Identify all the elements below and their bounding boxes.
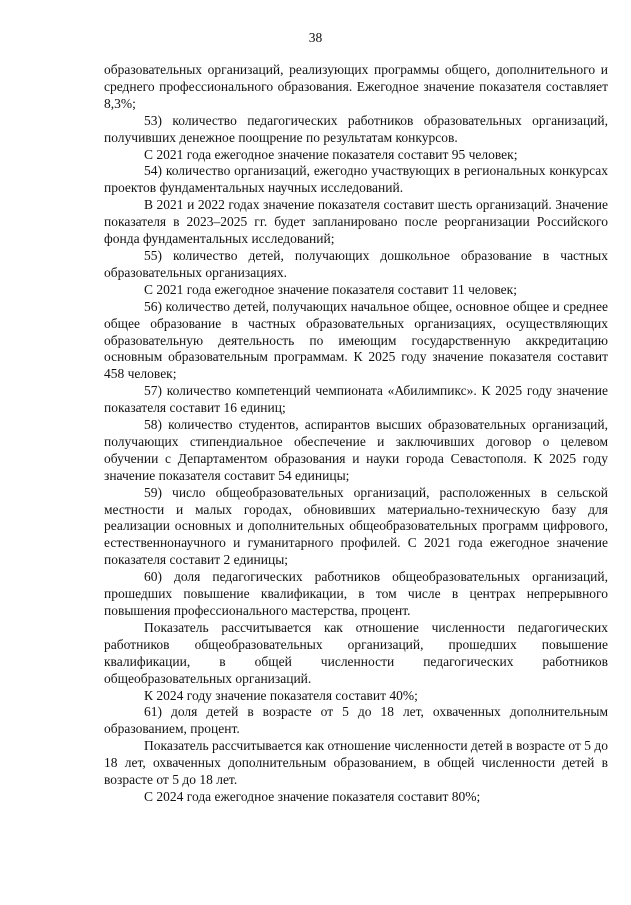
paragraph-item-53: 53) количество педагогических работников образовательных организаций, получивших денежное поощрение по результатам конкурсов. [104, 112, 608, 145]
paragraph-item-54: 54) количество организаций, ежегодно участвующих в региональных конкурсах проектов фундаментальных научных исследований. [104, 163, 608, 196]
paragraph-item-61-method: Показатель рассчитывается как отношение численности детей в возрасте от 5 до 18 лет, охваченных дополнительным образованием, в общей численности детей в возрасте от 5 до 18 лет. [104, 738, 608, 788]
paragraph-item-55: 55) количество детей, получающих дошкольное образование в частных образовательных организациях. [104, 247, 608, 280]
paragraph-item-61-value: С 2024 года ежегодное значение показателя составит 80%; [144, 788, 481, 804]
paragraph-item-58: 58) количество студентов, аспирантов высших образовательных организаций, получающих стипендиальное обеспечение и заключивших договор о целевом обучении с Департаментом образования и науки города Севастополя. К 2025 году значение показателя составит 54 единицы; [104, 417, 608, 483]
paragraph-item-60-method: Показатель рассчитывается как отношение численности педагогических работников общеобразовательных организаций, прошедших повышение квалификации, в общей численности педагогических работников общеобразовательных организаций. [104, 619, 608, 686]
paragraph-item-57: 57) количество компетенций чемпионата «Абилимпикс». К 2025 году значение показателя составит 16 единиц; [104, 383, 608, 416]
paragraph-item-54-value: В 2021 и 2022 годах значение показателя составит шесть организаций. Значение показателя в 2023–2025 гг. будет запланировано после реорганизации Российского фонда фундаментальных исследований; [104, 197, 608, 247]
paragraph-item-60-value: К 2024 году значение показателя составит 40%; [144, 687, 418, 703]
paragraph-item-59: 59) число общеобразовательных организаций, расположенных в сельской местности и малых городах, обновивших материально-техническую базу для реализации основных и дополнительных общеобразовательных программ цифрового, естественнонаучного и гуманитарного профилей. С 2021 года ежегодное значение показателя составит 2 единицы; [104, 484, 608, 568]
paragraph-item-55-value: С 2021 года ежегодное значение показателя составит 11 человек; [144, 281, 517, 297]
paragraph-continued: образовательных организаций, реализующих программы общего, дополнительного и среднего профессионального образования. Ежегодное значение показателя составляет 8,3%; [104, 62, 608, 111]
page-number: 38 [308, 30, 323, 45]
document-body [104, 62, 608, 806]
paragraph-item-60: 60) доля педагогических работников общеобразовательных организаций, прошедших повышение квалификации, в том числе в центрах непрерывного повышения профессионального мастерства, процент. [104, 569, 608, 618]
paragraph-item-61: 61) доля детей в возрасте от 5 до 18 лет, охваченных дополнительным образованием, процент. [104, 704, 608, 737]
paragraph-item-56: 56) количество детей, получающих начальное общее, основное общее и среднее общее образование в частных образовательных организациях, осуществляющих образовательную деятельность по имеющим государственную аккредитацию основным образовательным программам. К 2025 году значение показателя составит 458 человек; [104, 298, 608, 382]
paragraph-item-53-value: С 2021 года ежегодное значение показателя составит 95 человек; [144, 146, 518, 162]
